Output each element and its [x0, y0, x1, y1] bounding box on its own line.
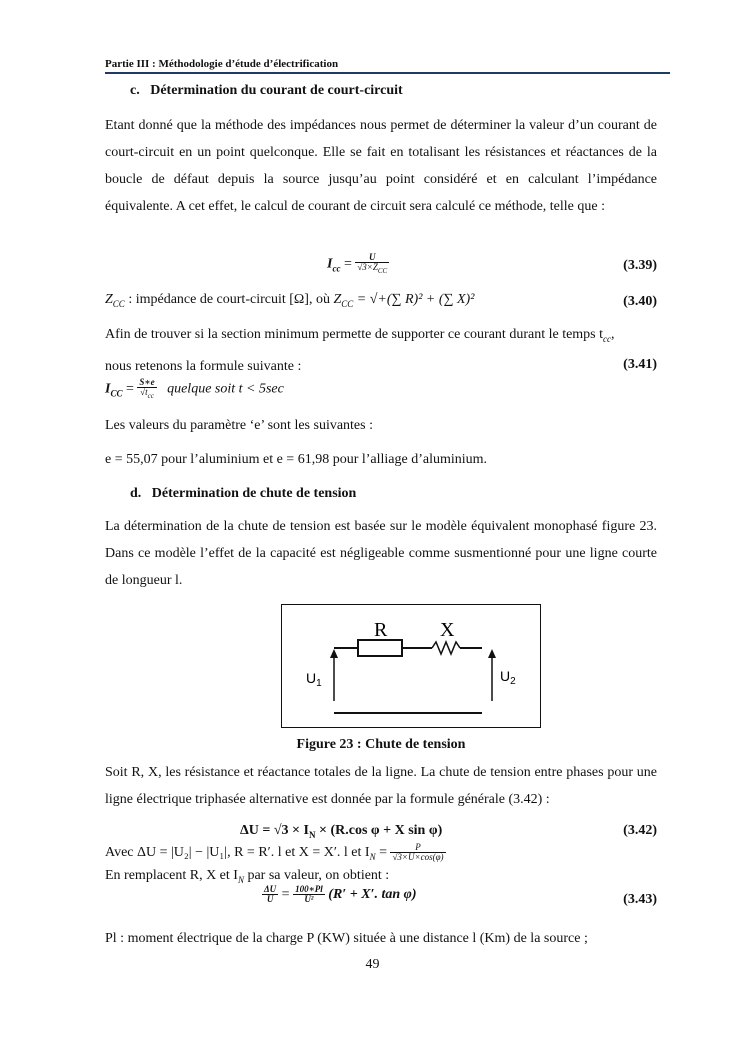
equation-3-40: $Z_{CC}$ : impédance de court-circuit [Ω], où $Z_{CC}$ = √+(∑ R)² + (∑ X)²: [105, 292, 475, 309]
header-rule: [105, 72, 670, 74]
avec-text: Avec ΔU = |U₂| − |U₁|, R = R′. l et X = X′. l et I: [105, 845, 370, 861]
paragraph-c: Etant donné que la méthode des impédances nous permet de déterminer la valeur d’un courant de court-circuit en un point quelconque. Elle se fait en totalisant les résistances et réactances de la boucle de défaut depuis la source jusqu’au point considéré et en calculant l’impédance équivalente. A cet effet, le calcul de courant de circuit sera calculé ce méthode, telle que :: [105, 118, 657, 214]
eq340-rhs: = √+(∑ R)² + (∑ X)²: [353, 292, 475, 307]
running-header: Partie III : Méthodologie d’étude d’électrification: [105, 58, 339, 70]
eq342-number: (3.42): [623, 823, 657, 838]
page-number: 49: [365, 957, 380, 972]
eq339-den-sub: CC: [377, 267, 388, 276]
resistor-r: [358, 640, 402, 656]
arrow-u2-head: [488, 649, 496, 658]
eq343-number: (3.43): [623, 892, 657, 907]
param-e-values: e = 55,07 pour l’aluminium et e = 61,98 pour l’alliage d’aluminium.: [105, 452, 488, 467]
eq340-z: Z: [105, 292, 113, 307]
equation-3-42: [240, 823, 442, 840]
eq341-lhs: I: [105, 381, 111, 397]
equation-3-43: $\frac{\Delta U}{U}$ = $\frac{100∗Pl}{\text{U²}}$ (R′ + X′. tan φ): [264, 884, 417, 905]
eq341-den-sub: cc: [147, 392, 154, 401]
equation-3-41: $I_{CC}$ = $\frac{S∗e}{√t_{cc}}$ quelque soit t < 5sec: [105, 377, 284, 401]
eq339-lhs: I: [327, 256, 333, 272]
section-c-label: c.: [130, 83, 140, 98]
eq342-expr: ΔU = √3 × I: [240, 823, 309, 838]
remplacant-end: par sa valeur, on obtient :: [243, 868, 390, 883]
para-tcc-end: ,: [611, 327, 615, 342]
paragraph-tcc: [105, 321, 657, 380]
section-d-label: d.: [130, 486, 142, 501]
paragraph-d: La détermination de la chute de tension est basée sur le modèle équivalent monophasé figure 23. Dans ce modèle l’effet de la capacité est négligeable comme susmentionné pour une ligne courte de longueur l.: [105, 519, 657, 588]
figure-caption: Figure 23 : Chute de tension: [296, 737, 466, 752]
circuit-diagram: [282, 605, 540, 727]
eq343-num2: 100∗Pl: [295, 884, 323, 894]
label-u1: [306, 670, 322, 689]
para-tcc-line2: nous retenons la formule suivante :: [105, 358, 302, 374]
avec-den: √3×U×cos(φ): [392, 852, 444, 863]
eq340-text: : impédance de court-circuit [Ω], où: [124, 292, 334, 307]
equation-3-39: $I_{cc}$ = $\frac{U}{√3\times Z_{CC}}$: [327, 252, 388, 276]
section-heading-d: [130, 486, 356, 502]
reactance-x: [432, 642, 460, 654]
section-heading-c: [130, 83, 403, 99]
eq343-frac2: [293, 885, 325, 905]
avec-fraction: [390, 843, 445, 863]
eq339-den: √3×Z: [357, 262, 378, 273]
eq342-sub: N: [308, 829, 316, 840]
paragraph-rx: Soit R, X, les résistance et réactance totales de la ligne. La chute de tension entre phases pour une ligne électrique triphasée alternative est donnée par la formule générale (3.42) :: [105, 765, 657, 807]
section-d-title: Détermination de chute de tension: [151, 486, 357, 501]
remplacant-sub: N: [237, 874, 244, 885]
arrow-u1-head: [330, 649, 338, 658]
label-u1-main: U: [306, 670, 317, 686]
para-tcc-sub: cc: [603, 333, 612, 344]
eq343-den1: U: [266, 894, 274, 905]
eq343-num1: ΔU: [264, 884, 277, 894]
param-e-intro: Les valeurs du paramètre ‘e’ sont les suivantes :: [105, 418, 373, 433]
remplacant-line: [105, 868, 389, 885]
label-u1-sub: 1: [316, 678, 322, 689]
label-u2: [500, 668, 516, 687]
pl-line: Pl : moment électrique de la charge P (KW) située à une distance l (Km) de la source ;: [105, 931, 588, 946]
avec-eq: =: [375, 845, 391, 861]
remplacant-text: En remplacent R, X et I: [105, 868, 238, 883]
eq341-condition: quelque soit t < 5sec: [167, 381, 284, 397]
label-r: R: [374, 619, 388, 641]
label-x: X: [440, 619, 455, 641]
eq340-z-sub-2: CC: [341, 298, 354, 309]
eq341-number: (3.41): [623, 357, 657, 372]
eq342-rest: × (R.cos φ + X sin φ): [315, 823, 443, 838]
figure-23-frame: [281, 604, 541, 728]
eq341-num: S∗e: [139, 377, 155, 387]
eq341-fraction: [137, 378, 156, 401]
para-tcc-text: Afin de trouver si la section minimum permette de supporter ce courant durant le temps t: [105, 327, 604, 342]
avec-sub: N: [369, 851, 376, 862]
eq340-z-sub: CC: [112, 298, 125, 309]
eq343-rest: (R′ + X′. tan φ): [328, 887, 417, 903]
eq339-num: U: [355, 253, 389, 263]
label-u2-main: U: [500, 668, 511, 684]
label-u2-sub: 2: [510, 676, 516, 687]
eq341-lhs-sub: CC: [110, 388, 123, 399]
eq341-den: √t: [140, 387, 148, 398]
eq339-fraction: [355, 253, 389, 276]
eq343-frac1: [262, 885, 278, 905]
section-c-title: Détermination du courant de court-circuit: [150, 83, 403, 98]
eq340-number: (3.40): [623, 294, 657, 309]
eq343-den2: U²: [304, 894, 314, 905]
eq339-lhs-sub: cc: [332, 263, 341, 274]
avec-num: P: [390, 843, 445, 853]
avec-line: [105, 843, 446, 863]
eq339-number: (3.39): [623, 258, 657, 273]
